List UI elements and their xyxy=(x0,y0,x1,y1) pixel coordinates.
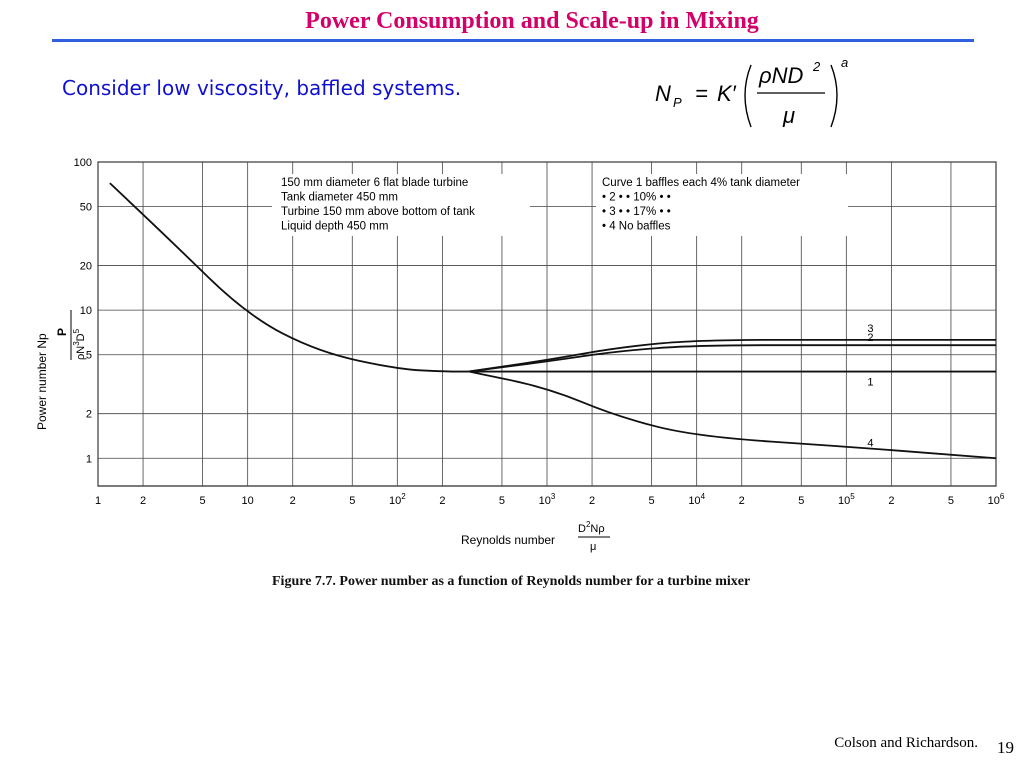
source-credit: Colson and Richardson. xyxy=(834,735,978,751)
curve-2-label: 2 xyxy=(867,332,874,345)
curve-1-line xyxy=(110,183,996,371)
x-tick-label: 10 xyxy=(241,495,254,507)
series-layer xyxy=(110,183,996,458)
legend-condition-line: 150 mm diameter 6 flat blade turbine xyxy=(281,177,469,189)
x-tick-label: 2 xyxy=(139,495,147,507)
tick-layer xyxy=(74,157,1005,507)
curve-1-label: 1 xyxy=(867,376,874,389)
axis-label-layer xyxy=(35,310,610,553)
formula-numerator: ρND xyxy=(759,63,804,88)
x-tick-label: $10^3$ xyxy=(538,492,556,507)
x-axis-fraction xyxy=(578,520,610,553)
curve-3-label: 3 xyxy=(867,322,874,335)
title-underline xyxy=(52,39,974,42)
y-tick-label: 10 xyxy=(79,305,92,318)
legend-curve-line: Curve 1 baffles each 4% tank diameter xyxy=(602,177,800,189)
slide-title: Power Consumption and Scale-up in Mixing xyxy=(305,8,759,34)
y-axis-label: Power number Np xyxy=(35,333,49,430)
figure-caption xyxy=(272,574,750,590)
x-tick-label: $10^5$ xyxy=(837,492,855,507)
chart-svg xyxy=(0,150,1024,570)
x-tick-label: 5 xyxy=(199,495,206,507)
power-number-chart xyxy=(0,150,1024,575)
x-tick-label: 5 xyxy=(648,495,655,507)
legend-condition-line: Tank diameter 450 mm xyxy=(281,191,398,204)
y-axis-fraction xyxy=(55,310,87,360)
power-number-formula xyxy=(655,55,855,135)
formula-equals: = xyxy=(695,81,708,106)
formula-numerator-exp: 2 xyxy=(813,59,821,74)
y-tick-label: 50 xyxy=(79,201,92,214)
caption-text: Power number as a function of Reynolds number for a turbine mixer xyxy=(339,574,751,589)
y-tick-label: 100 xyxy=(73,157,92,169)
legend-layer xyxy=(272,174,848,236)
legend-curve-line: • 4 No baffles xyxy=(602,220,671,233)
x-axis-label: Reynolds number xyxy=(461,533,556,547)
formula-constant: K′ xyxy=(717,81,736,106)
formula-lhs: N xyxy=(655,81,671,106)
x-tick-label: 2 xyxy=(289,495,296,507)
y-fraction-num: P xyxy=(55,327,69,336)
y-tick-label: 2 xyxy=(85,408,92,421)
y-tick-label: 20 xyxy=(79,260,92,273)
formula-left-paren xyxy=(745,65,751,127)
legend-curve-line: • 2 • • 10% • • xyxy=(602,191,671,204)
y-fraction-den: $\rho N^3D^5$ xyxy=(72,328,87,360)
y-tick-label: 5 xyxy=(85,349,92,362)
formula-lhs-sub: P xyxy=(673,95,682,110)
x-tick-label: 5 xyxy=(798,495,805,507)
x-tick-label: 5 xyxy=(947,495,955,507)
x-tick-label: 5 xyxy=(498,495,506,507)
x-tick-label: 2 xyxy=(888,495,895,507)
x-fraction-den: μ xyxy=(590,541,597,553)
x-tick-label: 5 xyxy=(349,495,356,507)
x-tick-label: 2 xyxy=(738,495,745,507)
formula-right-paren xyxy=(831,65,837,127)
curve-2-line xyxy=(469,345,996,371)
x-tick-label: 1 xyxy=(94,495,102,507)
x-tick-label: $10^2$ xyxy=(388,492,406,507)
formula-exponent: a xyxy=(841,55,849,70)
y-tick-label: 1 xyxy=(85,453,92,466)
x-tick-label: 2 xyxy=(439,495,446,507)
grid-layer xyxy=(98,162,996,486)
caption-number: Figure 7.7. xyxy=(272,574,336,589)
formula-svg xyxy=(655,55,855,135)
curve-4-line xyxy=(469,372,996,459)
page-number: 19 xyxy=(997,738,1014,757)
legend-curve-line: • 3 • • 17% • • xyxy=(602,206,671,218)
formula-denominator: μ xyxy=(783,103,796,128)
x-fraction-num: $D^2N\rho$ xyxy=(578,520,605,535)
x-tick-label: 2 xyxy=(588,495,596,507)
slide-subtitle: Consider low viscosity, baffled systems. xyxy=(62,76,462,100)
x-tick-label: $10^4$ xyxy=(688,492,706,507)
curve-4-label: 4 xyxy=(867,437,874,450)
x-tick-label: $10^6$ xyxy=(987,492,1005,507)
legend-condition-line: Turbine 150 mm above bottom of tank xyxy=(281,206,475,218)
legend-condition-line: Liquid depth 450 mm xyxy=(281,220,389,233)
